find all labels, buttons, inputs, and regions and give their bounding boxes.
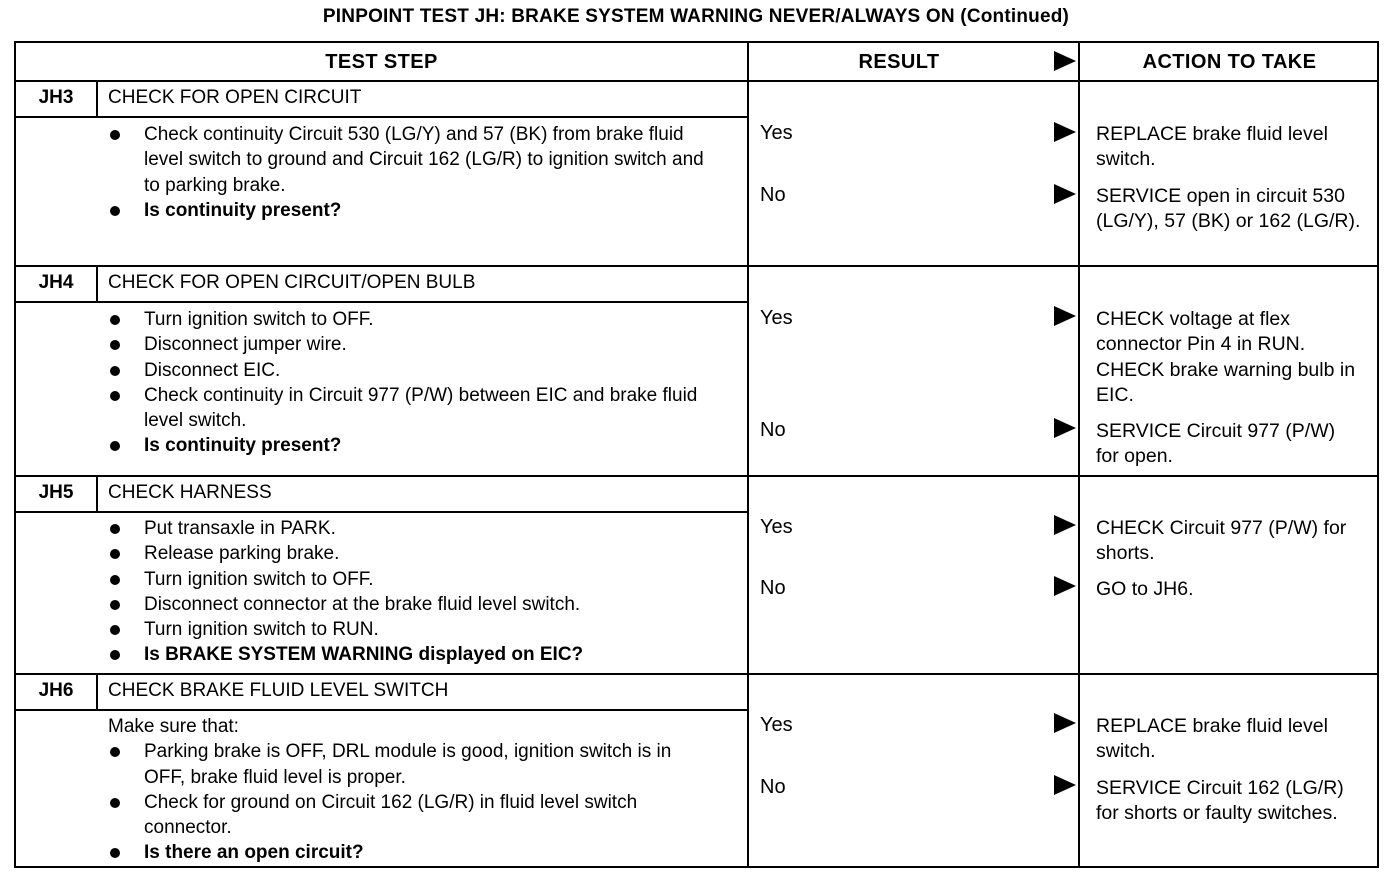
result-yes: Yes xyxy=(760,307,793,329)
step-item: Turn ignition switch to RUN. xyxy=(108,617,738,642)
action-yes: REPLACE brake fluid level switch. xyxy=(1096,123,1328,171)
title-divider xyxy=(16,301,747,303)
arrow-icon xyxy=(1054,775,1076,795)
step-item: Check for ground on Circuit 162 (LG/R) in fluid level switch connector. xyxy=(108,790,704,841)
step-item: Check continuity in Circuit 977 (P/W) between EIC and brake fluid level switch. xyxy=(108,383,704,434)
id-divider xyxy=(96,265,98,301)
steps-jh5 xyxy=(108,516,738,668)
column-divider xyxy=(747,43,749,866)
step-title-jh6: CHECK BRAKE FLUID LEVEL SWITCH xyxy=(108,680,449,701)
step-title-jh5: CHECK HARNESS xyxy=(108,482,272,503)
row-divider xyxy=(16,673,1377,675)
step-question: Is continuity present? xyxy=(108,433,738,458)
action-no: SERVICE Circuit 977 (P/W) for open. xyxy=(1096,420,1336,468)
row-divider xyxy=(16,475,1377,477)
step-item: Parking brake is OFF, DRL module is good, ignition switch is in OFF, brake fluid level is proper. xyxy=(108,739,704,790)
arrow-icon xyxy=(1054,122,1076,142)
column-divider xyxy=(1078,43,1080,866)
result-no: No xyxy=(760,577,786,599)
row-divider xyxy=(16,265,1377,267)
step-item: Turn ignition switch to OFF. xyxy=(108,567,738,592)
id-divider xyxy=(96,80,98,116)
step-item: Disconnect connector at the brake fluid level switch. xyxy=(108,592,738,617)
id-divider xyxy=(96,673,98,709)
result-no: No xyxy=(760,184,786,206)
header-action: ACTION TO TAKE xyxy=(1142,51,1317,73)
action-no: SERVICE open in circuit 530 (LG/Y), 57 (BK) or 162 (LG/R). xyxy=(1096,185,1361,233)
id-divider xyxy=(96,475,98,511)
step-question: Is continuity present? xyxy=(108,198,738,223)
header-test-step: TEST STEP xyxy=(325,51,438,73)
step-item: Release parking brake. xyxy=(108,541,738,566)
title-divider xyxy=(16,511,747,513)
arrow-icon xyxy=(1054,713,1076,733)
step-item: Check continuity Circuit 530 (LG/Y) and 57 (BK) from brake fluid level switch to ground and Circuit 162 (LG/R) to ignition switch and to parking brake. xyxy=(108,122,704,198)
action-yes: REPLACE brake fluid level switch. xyxy=(1096,715,1328,763)
step-id-jh3: JH3 xyxy=(38,87,74,108)
header-arrow-icon xyxy=(1054,51,1076,71)
step-item: Put transaxle in PARK. xyxy=(108,516,738,541)
steps-jh6 xyxy=(108,714,738,866)
action-no: GO to JH6. xyxy=(1096,578,1194,600)
header-result: RESULT xyxy=(858,51,940,73)
step-question: Is BRAKE SYSTEM WARNING displayed on EIC? xyxy=(108,642,738,667)
arrow-icon xyxy=(1054,515,1076,535)
step-item: Disconnect jumper wire. xyxy=(108,332,738,357)
result-yes: Yes xyxy=(760,714,793,736)
result-no: No xyxy=(760,419,786,441)
steps-jh4 xyxy=(108,307,738,459)
step-id-jh5: JH5 xyxy=(38,482,74,503)
arrow-icon xyxy=(1054,184,1076,204)
step-item: Turn ignition switch to OFF. xyxy=(108,307,738,332)
step-id-jh4: JH4 xyxy=(38,272,74,293)
steps-jh3 xyxy=(108,122,738,223)
title-divider xyxy=(16,116,747,118)
step-question: Is there an open circuit? xyxy=(108,840,738,865)
pinpoint-test-table xyxy=(14,41,1379,868)
action-yes: CHECK Circuit 977 (P/W) for shorts. xyxy=(1096,517,1347,565)
arrow-icon xyxy=(1054,576,1076,596)
step-id-jh6: JH6 xyxy=(38,680,74,701)
header-divider xyxy=(16,80,1377,82)
step-title-jh3: CHECK FOR OPEN CIRCUIT xyxy=(108,87,362,108)
arrow-icon xyxy=(1054,306,1076,326)
step-item: Disconnect EIC. xyxy=(108,358,738,383)
title-divider xyxy=(16,709,747,711)
result-yes: Yes xyxy=(760,122,793,144)
step-title-jh4: CHECK FOR OPEN CIRCUIT/OPEN BULB xyxy=(108,272,476,293)
result-yes: Yes xyxy=(760,516,793,538)
result-no: No xyxy=(760,776,786,798)
action-no: SERVICE Circuit 162 (LG/R) for shorts or faulty switches. xyxy=(1096,777,1344,825)
arrow-icon xyxy=(1054,418,1076,438)
step-intro: Make sure that: xyxy=(108,716,239,737)
page-title: PINPOINT TEST JH: BRAKE SYSTEM WARNING NEVER/ALWAYS ON (Continued) xyxy=(322,6,1070,27)
action-yes: CHECK voltage at flex connector Pin 4 in RUN. CHECK brake warning bulb in EIC. xyxy=(1096,308,1356,406)
